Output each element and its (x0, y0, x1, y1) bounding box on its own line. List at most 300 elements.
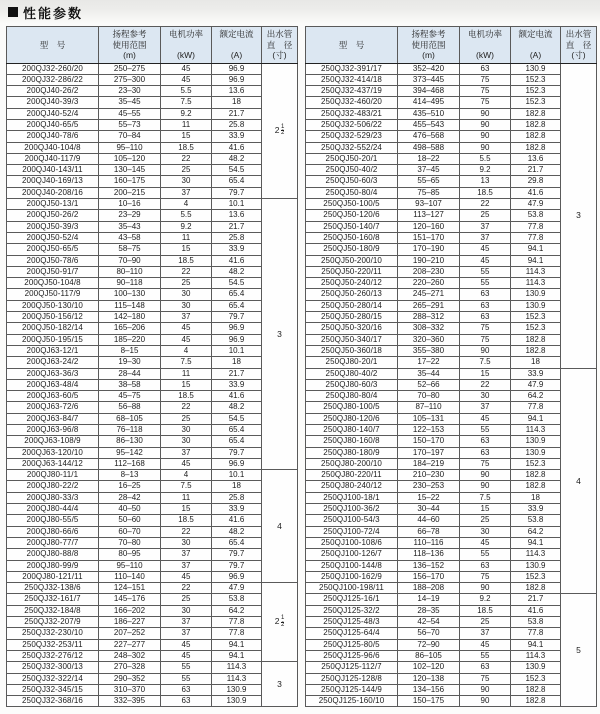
col-header-line: (m) (422, 50, 435, 60)
model-cell: 250QJ125-64/4 (306, 628, 398, 639)
model-cell: 200QJ40-65/5 (7, 119, 99, 130)
power-cell: 55 (460, 425, 511, 436)
range-cell: 86–105 (398, 650, 460, 661)
model-cell: 250QJ32-414/18 (306, 74, 398, 85)
range-cell: 188–208 (398, 583, 460, 594)
power-cell: 37 (460, 628, 511, 639)
table-row (306, 300, 597, 311)
power-cell: 9.2 (161, 221, 212, 232)
power-cell: 63 (460, 436, 511, 447)
power-cell: 25 (460, 515, 511, 526)
table-row (306, 131, 597, 142)
range-cell: 10–16 (99, 199, 161, 210)
model-cell: 200QJ63-84/7 (7, 413, 99, 424)
table-row (306, 537, 597, 548)
power-cell: 11 (161, 232, 212, 243)
current-cell: 94.1 (511, 255, 561, 266)
range-cell: 105–131 (398, 413, 460, 424)
range-cell: 142–180 (99, 312, 161, 323)
model-cell: 250QJ100-18/1 (306, 492, 398, 503)
power-cell: 18.5 (460, 187, 511, 198)
col-header-line: 出水管 (266, 29, 293, 39)
power-cell: 37 (161, 549, 212, 560)
current-cell: 33.9 (212, 504, 262, 515)
current-cell: 33.9 (511, 504, 561, 515)
current-cell: 182.8 (511, 583, 561, 594)
table-row (306, 312, 597, 323)
range-cell: 44–60 (398, 515, 460, 526)
current-cell: 41.6 (212, 142, 262, 153)
model-cell: 250QJ32-345/15 (7, 684, 99, 695)
table-row (7, 289, 298, 300)
model-cell: 200QJ32-286/22 (7, 74, 99, 85)
power-cell: 30 (161, 425, 212, 436)
power-cell: 15 (161, 504, 212, 515)
range-cell: 56–70 (398, 628, 460, 639)
table-row (306, 379, 597, 390)
power-cell: 37 (460, 221, 511, 232)
col-header-line: 扬程参考 (112, 29, 147, 39)
model-cell: 250QJ50-280/15 (306, 312, 398, 323)
range-cell: 23–30 (99, 86, 161, 97)
range-cell: 265–291 (398, 300, 460, 311)
diameter-cell: 3 (561, 63, 597, 368)
current-cell: 79.7 (212, 447, 262, 458)
table-row (306, 86, 597, 97)
range-cell: 95–110 (99, 560, 161, 571)
power-cell: 90 (460, 470, 511, 481)
model-cell: 200QJ50-195/15 (7, 334, 99, 345)
current-cell: 65.4 (212, 176, 262, 187)
range-cell: 28–35 (398, 605, 460, 616)
power-cell: 30 (161, 436, 212, 447)
power-cell: 7.5 (460, 357, 511, 368)
power-cell: 45 (460, 413, 511, 424)
col-header-range (99, 27, 161, 64)
power-cell: 63 (460, 662, 511, 673)
current-cell: 65.4 (212, 537, 262, 548)
table-row (7, 63, 298, 74)
power-cell: 9.2 (161, 108, 212, 119)
power-cell: 7.5 (460, 492, 511, 503)
model-cell: 250QJ32-460/20 (306, 97, 398, 108)
current-cell: 130.9 (511, 662, 561, 673)
power-cell: 25 (161, 278, 212, 289)
model-cell: 200QJ80-88/8 (7, 549, 99, 560)
current-cell: 21.7 (212, 221, 262, 232)
range-cell: 87–110 (398, 402, 460, 413)
table-row (306, 481, 597, 492)
header-row (306, 27, 597, 64)
power-cell: 5.5 (161, 86, 212, 97)
current-cell: 114.3 (212, 662, 262, 673)
table-row (306, 108, 597, 119)
power-cell: 7.5 (161, 357, 212, 368)
range-cell: 248–302 (99, 650, 161, 661)
current-cell: 152.3 (511, 74, 561, 85)
power-cell: 9.2 (460, 165, 511, 176)
power-cell: 18.5 (161, 515, 212, 526)
power-cell: 7.5 (161, 481, 212, 492)
range-cell: 35–45 (99, 97, 161, 108)
model-cell: 200QJ63-48/4 (7, 379, 99, 390)
range-cell: 210–230 (398, 470, 460, 481)
table-row (7, 673, 298, 684)
model-cell: 250QJ80-240/12 (306, 481, 398, 492)
table-row (306, 391, 597, 402)
table-row (306, 244, 597, 255)
power-cell: 75 (460, 323, 511, 334)
current-cell: 152.3 (511, 86, 561, 97)
current-cell: 182.8 (511, 131, 561, 142)
table-row (7, 334, 298, 345)
current-cell: 152.3 (511, 571, 561, 582)
table-row (306, 413, 597, 424)
power-cell: 30 (460, 526, 511, 537)
model-cell: 250QJ125-112/7 (306, 662, 398, 673)
range-cell: 23–29 (99, 210, 161, 221)
current-cell: 79.7 (212, 549, 262, 560)
model-cell: 250QJ80-20/1 (306, 357, 398, 368)
range-cell: 373–445 (398, 74, 460, 85)
power-cell: 15 (460, 368, 511, 379)
table-row (306, 560, 597, 571)
table-row (7, 312, 298, 323)
current-cell: 94.1 (511, 537, 561, 548)
range-cell: 19–30 (99, 357, 161, 368)
performance-table-left (6, 26, 298, 707)
table-row (7, 425, 298, 436)
power-cell: 37 (460, 402, 511, 413)
current-cell: 47.9 (212, 583, 262, 594)
table-row (306, 153, 597, 164)
current-cell: 152.3 (511, 323, 561, 334)
table-row (7, 605, 298, 616)
model-cell: 250QJ50-240/12 (306, 278, 398, 289)
table-row (306, 255, 597, 266)
table-row (7, 165, 298, 176)
current-cell: 64.2 (511, 391, 561, 402)
power-cell: 37 (161, 628, 212, 639)
current-cell: 41.6 (212, 515, 262, 526)
table-header-left (7, 27, 298, 64)
range-cell: 227–277 (99, 639, 161, 650)
table-row (7, 617, 298, 628)
range-cell: 352–420 (398, 63, 460, 74)
current-cell: 130.9 (511, 560, 561, 571)
model-cell: 200QJ80-44/4 (7, 504, 99, 515)
current-cell: 114.3 (212, 673, 262, 684)
model-cell: 250QJ50-340/17 (306, 334, 398, 345)
range-cell: 124–151 (99, 583, 161, 594)
table-row (7, 221, 298, 232)
current-cell: 96.9 (212, 571, 262, 582)
table-row (306, 515, 597, 526)
table-row (7, 153, 298, 164)
current-cell: 65.4 (212, 300, 262, 311)
model-cell: 200QJ50-91/7 (7, 266, 99, 277)
power-cell: 22 (161, 583, 212, 594)
range-cell: 230–253 (398, 481, 460, 492)
table-row (7, 187, 298, 198)
range-cell: 16–25 (99, 481, 161, 492)
current-cell: 33.9 (511, 368, 561, 379)
model-cell: 250QJ80-60/3 (306, 379, 398, 390)
table-row (7, 391, 298, 402)
range-cell: 498–588 (398, 142, 460, 153)
table-row (306, 504, 597, 515)
model-cell: 200QJ63-36/3 (7, 368, 99, 379)
table-row (306, 458, 597, 469)
power-cell: 90 (460, 583, 511, 594)
current-cell: 130.9 (511, 436, 561, 447)
range-cell: 28–44 (99, 368, 161, 379)
current-cell: 130.9 (212, 696, 262, 707)
power-cell: 37 (161, 560, 212, 571)
table-row (7, 560, 298, 571)
page-title: 性能参数 (23, 5, 84, 21)
power-cell: 45 (460, 639, 511, 650)
model-cell: 200QJ40-143/11 (7, 165, 99, 176)
power-cell: 45 (161, 334, 212, 345)
current-cell: 21.7 (511, 594, 561, 605)
table-row (7, 402, 298, 413)
col-header-diameter (561, 27, 597, 64)
table-row (306, 662, 597, 673)
table-row (306, 97, 597, 108)
current-cell: 77.8 (212, 617, 262, 628)
power-cell: 9.2 (460, 594, 511, 605)
current-cell: 94.1 (212, 650, 262, 661)
table-row (306, 605, 597, 616)
model-cell: 200QJ63-24/2 (7, 357, 99, 368)
col-header-line: 直 径 (266, 39, 293, 50)
table-row (7, 74, 298, 85)
current-cell: 152.3 (511, 458, 561, 469)
model-cell: 250QJ80-80/4 (306, 391, 398, 402)
table-row (7, 210, 298, 221)
power-cell: 15 (161, 379, 212, 390)
power-cell: 25 (161, 413, 212, 424)
current-cell: 182.8 (511, 696, 561, 707)
power-cell: 90 (460, 119, 511, 130)
power-cell: 37 (460, 232, 511, 243)
range-cell: 38–58 (99, 379, 161, 390)
model-cell: 200QJ80-99/9 (7, 560, 99, 571)
range-cell: 8–13 (99, 470, 161, 481)
range-cell: 118–136 (398, 549, 460, 560)
current-cell: 94.1 (511, 413, 561, 424)
model-cell: 250QJ50-280/14 (306, 300, 398, 311)
power-cell: 11 (161, 492, 212, 503)
current-cell: 18 (511, 492, 561, 503)
current-cell: 77.8 (511, 628, 561, 639)
range-cell: 17–22 (398, 357, 460, 368)
col-header-line (161, 40, 211, 51)
power-cell: 11 (161, 368, 212, 379)
current-cell: 18 (212, 357, 262, 368)
power-cell: 22 (460, 379, 511, 390)
current-cell: 79.7 (212, 187, 262, 198)
model-cell: 250QJ100-144/8 (306, 560, 398, 571)
range-cell: 220–260 (398, 278, 460, 289)
range-cell: 102–120 (398, 662, 460, 673)
current-cell: 152.3 (511, 312, 561, 323)
current-cell: 53.8 (511, 210, 561, 221)
current-cell: 79.7 (212, 560, 262, 571)
bullet-square-icon (8, 7, 18, 17)
table-row (7, 345, 298, 356)
range-cell: 270–328 (99, 662, 161, 673)
power-cell: 25 (460, 210, 511, 221)
table-row (306, 571, 597, 582)
power-cell: 63 (460, 289, 511, 300)
table-row (306, 232, 597, 243)
current-cell: 18 (212, 481, 262, 492)
current-cell: 77.8 (212, 628, 262, 639)
range-cell: 250–275 (99, 63, 161, 74)
power-cell: 18.5 (161, 255, 212, 266)
range-cell: 435–510 (398, 108, 460, 119)
model-cell: 250QJ50-160/8 (306, 232, 398, 243)
table-row (7, 97, 298, 108)
current-cell: 41.6 (511, 605, 561, 616)
range-cell: 76–118 (99, 425, 161, 436)
power-cell: 22 (161, 402, 212, 413)
range-cell: 310–370 (99, 684, 161, 695)
table-row (306, 628, 597, 639)
table-row (306, 425, 597, 436)
current-cell: 130.9 (511, 289, 561, 300)
model-cell: 250QJ50-180/9 (306, 244, 398, 255)
model-cell: 200QJ63-96/8 (7, 425, 99, 436)
model-cell: 250QJ50-360/18 (306, 345, 398, 356)
table-row (7, 323, 298, 334)
power-cell: 30 (161, 605, 212, 616)
col-header-model (306, 27, 398, 64)
col-header-line: 扬程参考 (411, 29, 446, 39)
model-cell: 250QJ100-126/7 (306, 549, 398, 560)
range-cell: 55–73 (99, 119, 161, 130)
diameter-cell: 4 (561, 368, 597, 594)
model-cell: 200QJ40-117/9 (7, 153, 99, 164)
range-cell: 290–352 (99, 673, 161, 684)
header-row (7, 27, 298, 64)
range-cell: 112–168 (99, 458, 161, 469)
current-cell: 53.8 (511, 617, 561, 628)
current-cell: 10.1 (212, 199, 262, 210)
current-cell: 25.8 (212, 492, 262, 503)
range-cell: 156–170 (398, 571, 460, 582)
current-cell: 96.9 (212, 334, 262, 345)
power-cell: 18.5 (161, 142, 212, 153)
table-row (306, 436, 597, 447)
range-cell: 145–176 (99, 594, 161, 605)
range-cell: 40–50 (99, 504, 161, 515)
range-cell: 68–105 (99, 413, 161, 424)
current-cell: 48.2 (212, 153, 262, 164)
table-row (306, 617, 597, 628)
current-cell: 64.2 (511, 526, 561, 537)
range-cell: 134–156 (398, 684, 460, 695)
model-cell: 250QJ125-48/3 (306, 617, 398, 628)
model-cell: 200QJ40-26/2 (7, 86, 99, 97)
model-cell: 250QJ125-80/5 (306, 639, 398, 650)
power-cell: 11 (161, 119, 212, 130)
current-cell: 47.9 (511, 199, 561, 210)
range-cell: 30–44 (398, 504, 460, 515)
col-header-line: 电机功率 (168, 29, 203, 39)
table-row (306, 684, 597, 695)
model-cell: 250QJ32-184/8 (7, 605, 99, 616)
current-cell: 182.8 (511, 142, 561, 153)
power-cell: 45 (161, 639, 212, 650)
table-row (7, 537, 298, 548)
model-cell: 250QJ32-276/12 (7, 650, 99, 661)
table-row (306, 278, 597, 289)
range-cell: 245–271 (398, 289, 460, 300)
model-cell: 250QJ100-36/2 (306, 504, 398, 515)
range-cell: 394–468 (398, 86, 460, 97)
current-cell: 94.1 (511, 639, 561, 650)
table-row (306, 119, 597, 130)
range-cell: 288–312 (398, 312, 460, 323)
power-cell: 55 (161, 662, 212, 673)
model-cell: 200QJ63-120/10 (7, 447, 99, 458)
col-header-line: 型 号 (39, 39, 66, 50)
model-cell: 250QJ32-230/10 (7, 628, 99, 639)
range-cell: 70–80 (99, 537, 161, 548)
table-header-right (306, 27, 597, 64)
table-row (7, 266, 298, 277)
range-cell: 90–118 (99, 278, 161, 289)
range-cell: 185–220 (99, 334, 161, 345)
table-row (306, 368, 597, 379)
power-cell: 45 (460, 537, 511, 548)
current-cell: 54.5 (212, 165, 262, 176)
col-header-line: (A) (529, 50, 542, 60)
model-cell: 200QJ50-26/2 (7, 210, 99, 221)
power-cell: 37 (161, 617, 212, 628)
model-cell: 250QJ100-72/4 (306, 526, 398, 537)
table-row (306, 650, 597, 661)
current-cell: 114.3 (511, 650, 561, 661)
col-header-model (7, 27, 99, 64)
model-cell: 250QJ50-140/7 (306, 221, 398, 232)
range-cell: 70–90 (99, 255, 161, 266)
power-cell: 25 (161, 594, 212, 605)
model-cell: 250QJ32-161/7 (7, 594, 99, 605)
table-row (306, 289, 597, 300)
range-cell: 43–58 (99, 232, 161, 243)
current-cell: 21.7 (212, 108, 262, 119)
table-row (7, 300, 298, 311)
model-cell: 250QJ100-108/6 (306, 537, 398, 548)
model-cell: 250QJ125-16/1 (306, 594, 398, 605)
model-cell: 250QJ80-200/10 (306, 458, 398, 469)
current-cell: 96.9 (212, 458, 262, 469)
table-row (306, 470, 597, 481)
model-cell: 250QJ32-368/16 (7, 696, 99, 707)
range-cell: 414–495 (398, 97, 460, 108)
table-row (306, 673, 597, 684)
table-row (306, 357, 597, 368)
table-body-right (306, 63, 597, 707)
model-cell: 250QJ100-162/9 (306, 571, 398, 582)
power-cell: 90 (460, 131, 511, 142)
power-cell: 75 (460, 673, 511, 684)
range-cell: 35–44 (398, 368, 460, 379)
